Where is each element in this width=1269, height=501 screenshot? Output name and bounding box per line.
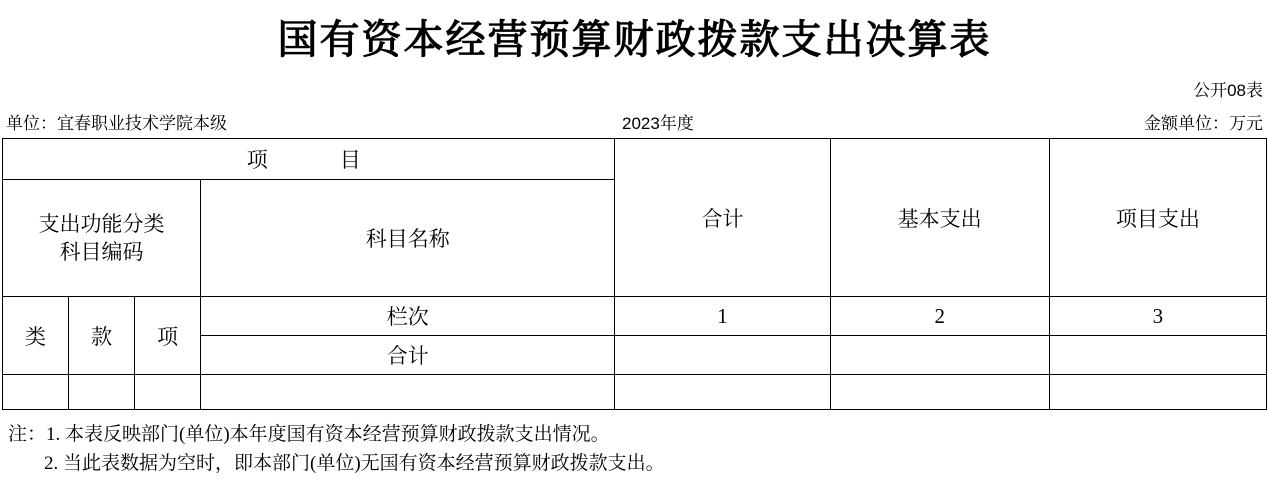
lanci-label: 栏次 [201,297,615,336]
blank-cell-value-3 [1049,375,1266,410]
lanci-index-3: 3 [1049,297,1266,336]
notes-block [0,410,1269,479]
amount-unit-label: 金额单位：万元 [1144,114,1263,133]
unit-label: 单位：宜春职业技术学院本级 [6,114,227,133]
total-value-1 [615,336,830,375]
blank-cell-xiang [135,375,201,410]
blank-cell-kuan [69,375,135,410]
subject-name-header: 科目名称 [201,180,615,297]
table-row-lanci [3,297,1267,336]
year-label: 2023年度 [622,114,694,133]
column-header-project: 项目支出 [1049,139,1266,297]
subheader-kuan: 款 [69,297,135,375]
function-code-header: 支出功能分类 科目编码 [3,180,201,297]
column-header-total: 合计 [615,139,830,297]
blank-cell-lei [3,375,69,410]
blank-cell-name [201,375,615,410]
column-header-basic: 基本支出 [830,139,1049,297]
note-line-1: 注：1. 本表反映部门(单位)本年度国有资本经营预算财政拨款支出情况。 [8,424,610,445]
total-label: 合计 [201,336,615,375]
meta-row [0,101,1269,138]
lanci-index-2: 2 [830,297,1049,336]
total-value-2 [830,336,1049,375]
lanci-index-1: 1 [615,297,830,336]
budget-table [2,138,1267,410]
table-row-item-header [3,139,1267,180]
page-title: 国有资本经营预算财政拨款支出决算表 [277,17,992,62]
item-header-cell: 项 目 [3,139,615,180]
total-value-3 [1049,336,1266,375]
sheet-number: 公开08表 [1193,81,1263,100]
subheader-xiang: 项 [135,297,201,375]
blank-cell-value-2 [830,375,1049,410]
note-line-2: 2. 当此表数据为空时，即本部门(单位)无国有资本经营预算财政拨款支出。 [44,453,665,475]
blank-cell-value-1 [615,375,830,410]
subheader-lei: 类 [3,297,69,375]
table-row [3,375,1267,410]
